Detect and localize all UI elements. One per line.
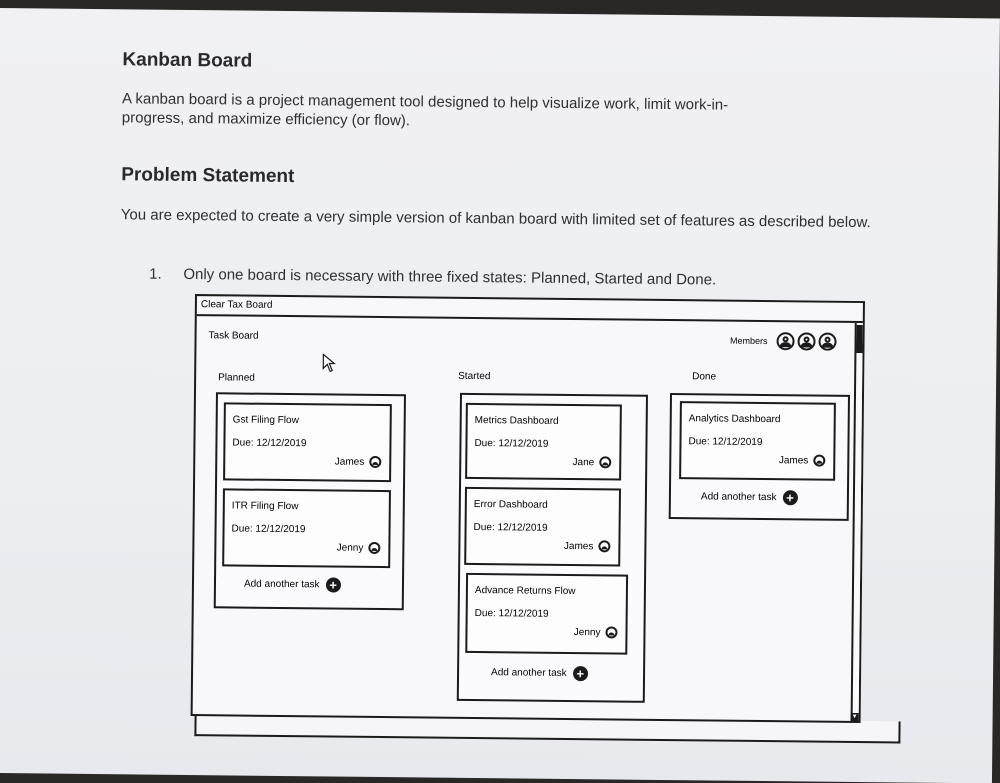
task-title: Analytics Dashboard (688, 413, 781, 426)
task-due-date: Due: 12/12/2019 (474, 608, 549, 620)
column-label-started: Started (458, 370, 491, 383)
task-title: Advance Returns Flow (474, 585, 576, 598)
member-avatar-icon[interactable] (797, 332, 815, 350)
plus-circle-icon: + (326, 577, 341, 592)
scroll-down-arrow-icon[interactable]: ▼ (851, 713, 858, 721)
members-bar (730, 332, 837, 351)
task-card[interactable] (222, 488, 391, 568)
task-assignee: James (564, 540, 611, 552)
task-assignee: Jane (573, 456, 612, 468)
task-title: Error Dashboard (473, 498, 548, 511)
task-due-date: Due: 12/12/2019 (231, 523, 306, 536)
task-card[interactable] (679, 401, 836, 481)
task-assignee: Jenny (574, 626, 618, 638)
members-label: Members (729, 335, 768, 347)
member-avatar-icon[interactable] (776, 332, 794, 350)
kanban-wireframe (190, 294, 901, 747)
task-assignee: James (335, 456, 382, 468)
task-card[interactable] (223, 402, 392, 482)
task-due-date: Due: 12/12/2019 (688, 436, 763, 449)
plus-circle-icon: + (573, 666, 588, 681)
user-icon (598, 540, 610, 552)
board-title: Task Board (208, 330, 259, 342)
task-assignee: James (779, 454, 826, 466)
task-title: Gst Filing Flow (232, 414, 299, 427)
member-avatar-icon[interactable] (818, 333, 836, 351)
task-due-date: Due: 12/12/2019 (232, 437, 307, 450)
window-title: Clear Tax Board (197, 296, 863, 323)
requirement-text: Only one board is necessary with three fixed states: Planned, Started and Done. (183, 265, 717, 289)
scrollbar-thumb[interactable] (856, 325, 862, 353)
wireframe-window (191, 294, 865, 723)
task-card[interactable] (465, 573, 628, 655)
task-assignee: Jenny (337, 542, 381, 554)
requirement-number: 1. (149, 265, 162, 283)
task-card[interactable] (465, 403, 622, 481)
problem-statement-text: You are expected to create a very simple version of kanban board with limited set of features as described below. (120, 206, 871, 232)
problem-statement-heading: Problem Statement (121, 164, 295, 188)
task-due-date: Due: 12/12/2019 (474, 437, 549, 450)
user-icon (369, 456, 381, 468)
add-task-button[interactable]: Add another task + (491, 665, 588, 681)
user-icon (368, 542, 380, 554)
scrollbar[interactable] (851, 323, 863, 721)
task-title: ITR Filing Flow (231, 500, 299, 513)
column-done (669, 393, 850, 521)
task-title: Metrics Dashboard (474, 414, 559, 427)
user-icon (605, 626, 617, 638)
mouse-cursor-icon (322, 353, 338, 373)
user-icon (813, 455, 825, 467)
plus-circle-icon: + (782, 490, 797, 505)
requirement-item (149, 266, 716, 289)
task-due-date: Due: 12/12/2019 (473, 521, 548, 534)
user-icon (599, 456, 611, 468)
add-task-button[interactable]: Add another task + (701, 489, 798, 505)
add-task-button[interactable]: Add another task + (244, 577, 341, 593)
column-started (457, 393, 648, 703)
document-intro: A kanban board is a project management tool designed to help visualize work, limit work-in-progress, and maximize efficiency (or flow). (121, 90, 729, 130)
column-label-done: Done (692, 371, 717, 383)
column-label-planned: Planned (218, 372, 255, 384)
document-page (0, 8, 1000, 783)
column-planned (214, 392, 406, 610)
document-title: Kanban Board (122, 49, 253, 72)
task-card[interactable] (464, 487, 621, 567)
